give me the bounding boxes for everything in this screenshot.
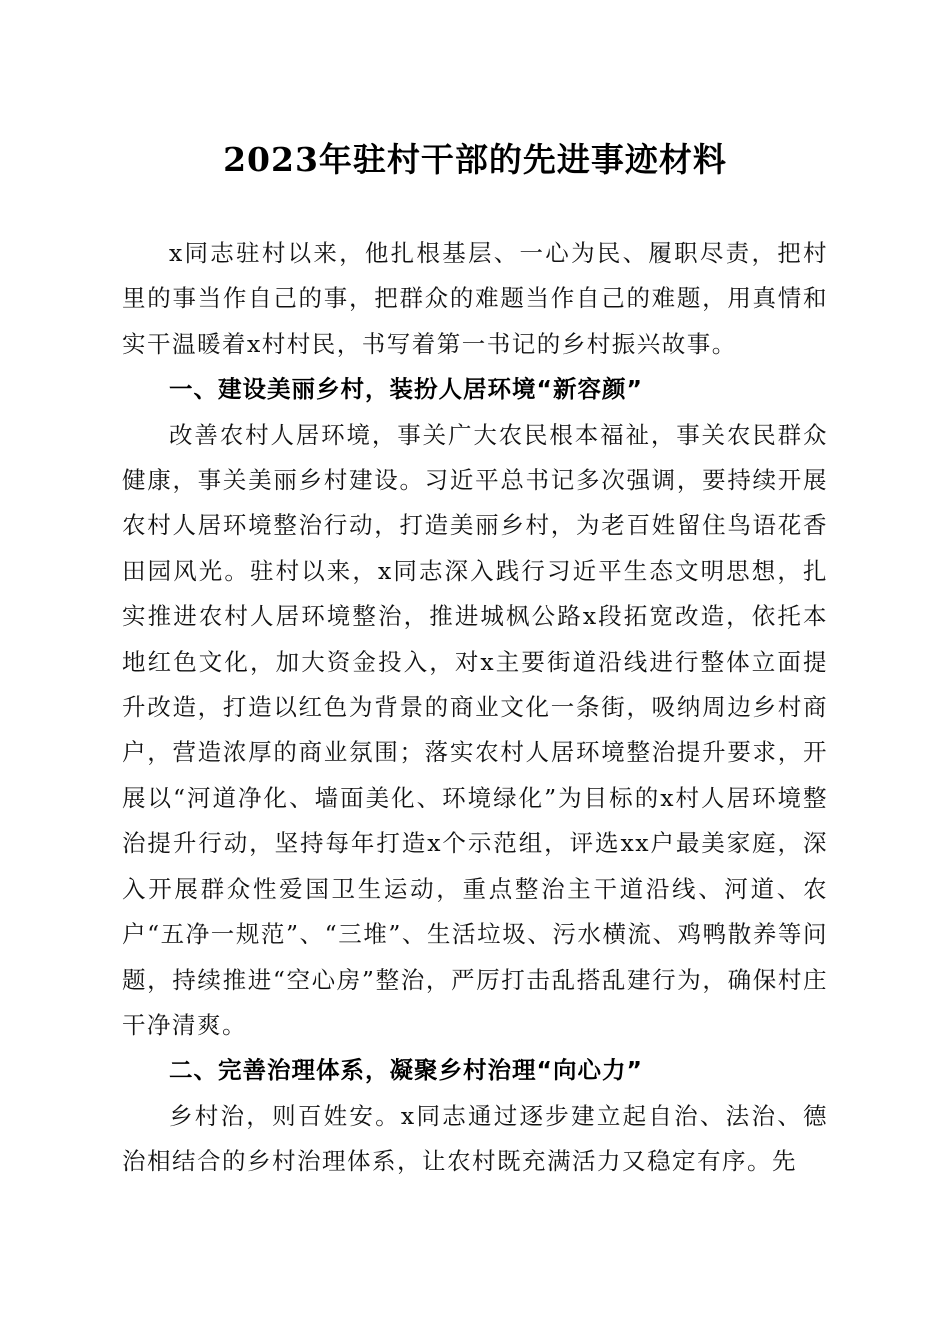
section-2-heading: 二、完善治理体系，凝聚乡村治理“向心力” [169, 1056, 643, 1085]
section-1-paragraph: 改善农村人居环境，事关广大农民根本福祉，事关农民群众健康，事关美丽乡村建设。习近平总书记多次强调，要持续开展农村人居环境整治行动，打造美丽乡村，为老百姓留住鸟语花香田园风光。驻村以来，x同志深入践行习近平生态文明思想，扎实推进农村人居环境整治，推进城枫公路x段拓宽改造，依托本地红色文化，加大资金投入，对x主要街道沿线进行整体立面提升改造，打造以红色为背景的商业文化一条街，吸纳周边乡村商户，营造浓厚的商业氛围；落实农村人居环境整治提升要求，开展以“河道净化、墙面美化、环境绿化”为目标的x村人居环境整治提升行动，坚持每年打造x个示范组，评选xx户最美家庭，深入开展群众性爱国卫生运动，重点整治主干道沿线、河道、农户“五净一规范”、“三堆”、生活垃圾、污水横流、鸡鸭散养等问题，持续推进“空心房”整治，严厉打击乱搭乱建行为，确保村庄干净清爽。 [122, 420, 828, 1039]
section-1-heading: 一、建设美丽乡村，装扮人居环境“新容颜” [169, 375, 643, 404]
document-title: 2023年驻村干部的先进事迹材料 [223, 140, 727, 179]
intro-paragraph: x同志驻村以来，他扎根基层、一心为民、履职尽责，把村里的事当作自己的事，把群众的难题当作自己的难题，用真情和实干温暖着x村村民，书写着第一书记的乡村振兴故事。 [122, 239, 828, 358]
document-body [122, 231, 828, 1185]
section-2-paragraph: 乡村治，则百姓安。x同志通过逐步建立起自治、法治、德治相结合的乡村治理体系，让农村既充满活力又稳定有序。先 [122, 1101, 828, 1176]
